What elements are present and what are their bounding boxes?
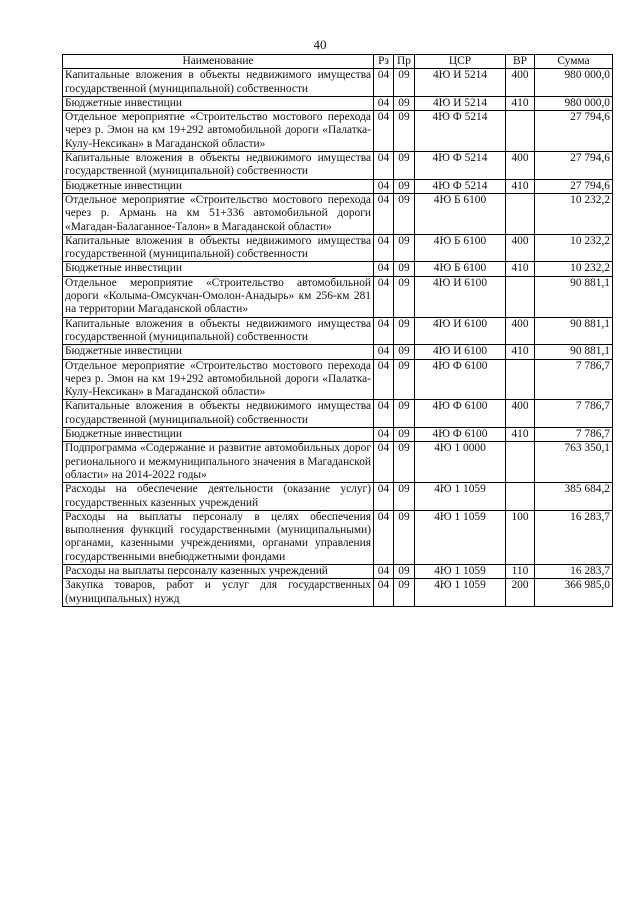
cell-sum: 10 232,2 (535, 262, 613, 276)
cell-vr: 410 (506, 96, 535, 110)
cell-rz: 04 (374, 359, 394, 400)
cell-name: Бюджетные инвестиции (63, 179, 374, 193)
cell-name: Отдельное мероприятие «Строительство мостового перехода через р. Эмон на км 19+292 автомобильной дороги «Палатка-Кулу-Нексикан» в Магаданской области» (63, 111, 374, 152)
table-row (63, 579, 613, 607)
cell-sum: 10 232,2 (535, 234, 613, 262)
cell-pr: 09 (394, 510, 415, 564)
cell-vr (506, 442, 535, 483)
cell-csr: 4Ю 1 1059 (415, 564, 506, 578)
cell-pr: 09 (394, 400, 415, 428)
budget-table (62, 54, 613, 607)
cell-csr: 4Ю Ф 5214 (415, 111, 506, 152)
cell-pr: 09 (394, 442, 415, 483)
cell-pr: 09 (394, 152, 415, 180)
cell-pr: 09 (394, 317, 415, 345)
cell-vr: 400 (506, 317, 535, 345)
table-row (63, 193, 613, 234)
cell-rz: 04 (374, 317, 394, 345)
cell-sum: 27 794,6 (535, 152, 613, 180)
cell-name: Капитальные вложения в объекты недвижимого имущества государственной (муниципальной) собственности (63, 400, 374, 428)
cell-rz: 04 (374, 564, 394, 578)
cell-sum: 16 283,7 (535, 564, 613, 578)
cell-rz: 04 (374, 193, 394, 234)
table-row (63, 428, 613, 442)
cell-rz: 04 (374, 428, 394, 442)
header-name: Наименование (63, 55, 374, 69)
cell-pr: 09 (394, 179, 415, 193)
cell-vr: 400 (506, 152, 535, 180)
cell-csr: 4Ю И 6100 (415, 317, 506, 345)
table-row (63, 69, 613, 97)
cell-csr: 4Ю Ф 5214 (415, 152, 506, 180)
header-sum: Сумма (535, 55, 613, 69)
table-row (63, 111, 613, 152)
cell-vr: 410 (506, 428, 535, 442)
cell-pr: 09 (394, 96, 415, 110)
table-row (63, 276, 613, 317)
cell-name: Отдельное мероприятие «Строительство автомобильной дороги «Колыма-Омсукчан-Омолон-Анадырь» км 256-км 281 на территории Магаданской области» (63, 276, 374, 317)
cell-rz: 04 (374, 483, 394, 511)
cell-sum: 980 000,0 (535, 69, 613, 97)
cell-name: Бюджетные инвестиции (63, 345, 374, 359)
cell-name: Капитальные вложения в объекты недвижимого имущества государственной (муниципальной) собственности (63, 69, 374, 97)
cell-name: Бюджетные инвестиции (63, 96, 374, 110)
table-row (63, 152, 613, 180)
cell-sum: 27 794,6 (535, 179, 613, 193)
cell-name: Отдельное мероприятие «Строительство мостового перехода через р. Армань на км 51+336 автомобильной дороги «Магадан-Балаганное-Талон» в Магаданской области» (63, 193, 374, 234)
cell-rz: 04 (374, 400, 394, 428)
cell-sum: 90 881,1 (535, 345, 613, 359)
cell-sum: 980 000,0 (535, 96, 613, 110)
cell-rz: 04 (374, 234, 394, 262)
cell-csr: 4Ю И 5214 (415, 96, 506, 110)
cell-csr: 4Ю И 6100 (415, 345, 506, 359)
cell-vr (506, 483, 535, 511)
cell-csr: 4Ю 1 1059 (415, 510, 506, 564)
cell-pr: 09 (394, 193, 415, 234)
cell-sum: 27 794,6 (535, 111, 613, 152)
cell-name: Бюджетные инвестиции (63, 262, 374, 276)
table-row (63, 234, 613, 262)
cell-csr: 4Ю И 5214 (415, 69, 506, 97)
cell-csr: 4Ю Ф 6100 (415, 400, 506, 428)
cell-rz: 04 (374, 111, 394, 152)
cell-vr (506, 359, 535, 400)
cell-pr: 09 (394, 345, 415, 359)
cell-name: Подпрограмма «Содержание и развитие автомобильных дорог регионального и межмуниципального значения в Магаданской области» на 2014-2022 годы» (63, 442, 374, 483)
cell-rz: 04 (374, 262, 394, 276)
header-csr: ЦСР (415, 55, 506, 69)
table-header-row (63, 55, 613, 69)
cell-vr: 410 (506, 179, 535, 193)
header-pr: Пр (394, 55, 415, 69)
table-row (63, 483, 613, 511)
cell-vr: 410 (506, 262, 535, 276)
cell-rz: 04 (374, 152, 394, 180)
cell-vr: 410 (506, 345, 535, 359)
cell-sum: 90 881,1 (535, 276, 613, 317)
cell-rz: 04 (374, 96, 394, 110)
header-rz: Рз (374, 55, 394, 69)
table-row (63, 179, 613, 193)
cell-pr: 09 (394, 111, 415, 152)
cell-sum: 366 985,0 (535, 579, 613, 607)
cell-sum: 7 786,7 (535, 428, 613, 442)
cell-vr: 400 (506, 69, 535, 97)
cell-vr: 200 (506, 579, 535, 607)
cell-vr (506, 111, 535, 152)
cell-rz: 04 (374, 179, 394, 193)
cell-csr: 4Ю Б 6100 (415, 262, 506, 276)
table-row (63, 564, 613, 578)
cell-name: Капитальные вложения в объекты недвижимого имущества государственной (муниципальной) собственности (63, 152, 374, 180)
cell-pr: 09 (394, 483, 415, 511)
cell-name: Расходы на обеспечение деятельности (оказание услуг) государственных казенных учреждений (63, 483, 374, 511)
cell-csr: 4Ю Ф 6100 (415, 359, 506, 400)
cell-rz: 04 (374, 442, 394, 483)
cell-rz: 04 (374, 579, 394, 607)
table-row (63, 262, 613, 276)
cell-csr: 4Ю 1 0000 (415, 442, 506, 483)
cell-csr: 4Ю Ф 6100 (415, 428, 506, 442)
cell-vr: 400 (506, 400, 535, 428)
cell-vr: 110 (506, 564, 535, 578)
cell-name: Закупка товаров, работ и услуг для государственных (муниципальных) нужд (63, 579, 374, 607)
cell-name: Бюджетные инвестиции (63, 428, 374, 442)
cell-name: Расходы на выплаты персоналу казенных учреждений (63, 564, 374, 578)
cell-sum: 763 350,1 (535, 442, 613, 483)
cell-pr: 09 (394, 428, 415, 442)
cell-rz: 04 (374, 69, 394, 97)
cell-pr: 09 (394, 262, 415, 276)
cell-vr: 100 (506, 510, 535, 564)
cell-sum: 7 786,7 (535, 400, 613, 428)
table-row (63, 510, 613, 564)
table-row (63, 442, 613, 483)
cell-name: Капитальные вложения в объекты недвижимого имущества государственной (муниципальной) собственности (63, 234, 374, 262)
cell-pr: 09 (394, 234, 415, 262)
cell-pr: 09 (394, 564, 415, 578)
cell-vr: 400 (506, 234, 535, 262)
cell-rz: 04 (374, 510, 394, 564)
cell-vr (506, 193, 535, 234)
cell-name: Капитальные вложения в объекты недвижимого имущества государственной (муниципальной) собственности (63, 317, 374, 345)
cell-sum: 385 684,2 (535, 483, 613, 511)
cell-name: Отдельное мероприятие «Строительство мостового перехода через р. Эмон на км 19+292 автомобильной дороги «Палатка-Кулу-Нексикан» в Магаданской области» (63, 359, 374, 400)
cell-sum: 10 232,2 (535, 193, 613, 234)
cell-csr: 4Ю Б 6100 (415, 234, 506, 262)
table-row (63, 359, 613, 400)
table-row (63, 400, 613, 428)
cell-csr: 4Ю 1 1059 (415, 483, 506, 511)
cell-sum: 16 283,7 (535, 510, 613, 564)
cell-csr: 4Ю Ф 5214 (415, 179, 506, 193)
cell-sum: 7 786,7 (535, 359, 613, 400)
cell-pr: 09 (394, 276, 415, 317)
page-number: 40 (313, 37, 327, 52)
cell-pr: 09 (394, 69, 415, 97)
cell-sum: 90 881,1 (535, 317, 613, 345)
cell-vr (506, 276, 535, 317)
cell-csr: 4Ю 1 1059 (415, 579, 506, 607)
cell-pr: 09 (394, 579, 415, 607)
cell-rz: 04 (374, 345, 394, 359)
cell-pr: 09 (394, 359, 415, 400)
table-row (63, 96, 613, 110)
cell-csr: 4Ю Б 6100 (415, 193, 506, 234)
table-row (63, 345, 613, 359)
header-vr: ВР (506, 55, 535, 69)
cell-rz: 04 (374, 276, 394, 317)
cell-name: Расходы на выплаты персоналу в целях обеспечения выполнения функций государственными (муниципальными) органами, казенными учреждениями, органами управления государственными внебюджетными фондами (63, 510, 374, 564)
table-row (63, 317, 613, 345)
cell-csr: 4Ю И 6100 (415, 276, 506, 317)
